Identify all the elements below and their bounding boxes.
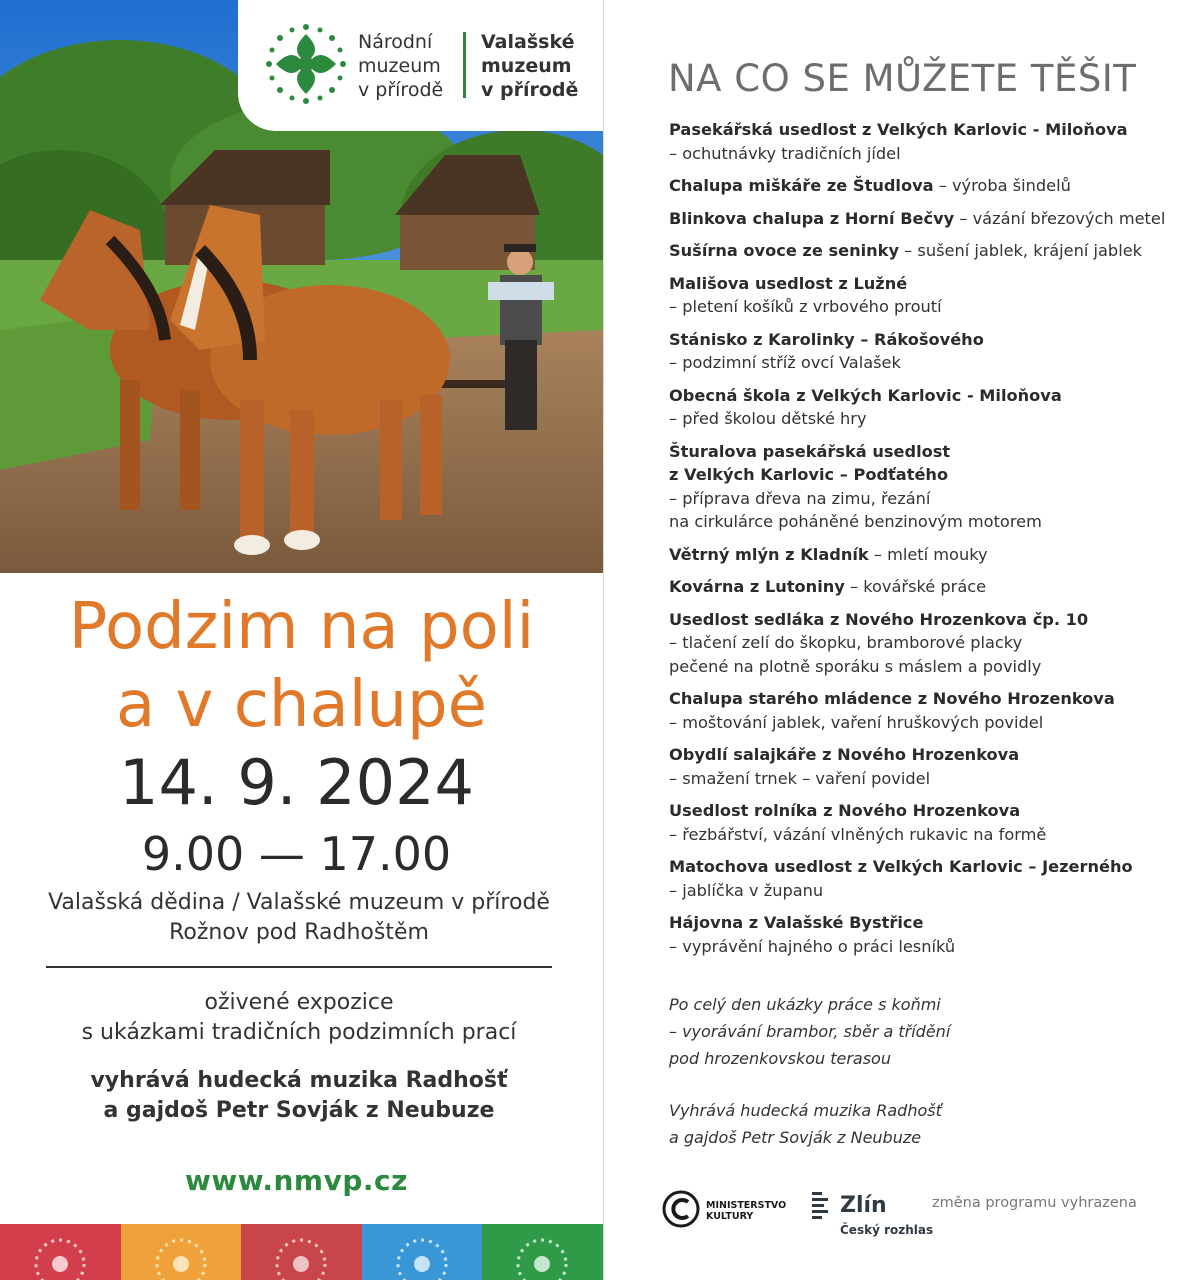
horse-work-note: Po celý den ukázky práce s koňmi – vyorávání brambor, sběr a třídění pod hrozenkovskou terasou bbox=[669, 995, 951, 1068]
program-item-activity: – mletí mouky bbox=[868, 544, 988, 564]
event-venue: Valašská dědina / Valašské muzeum v přírodě Rožnov pod Radhoštěm bbox=[48, 890, 550, 945]
ornament-strip bbox=[0, 1224, 603, 1280]
program-item-place: Chalupa miškáře ze Študlova bbox=[669, 176, 934, 195]
music-note: Vyhrává hudecká muzika Radhošť a gajdoš Petr Sovják z Neubuze bbox=[669, 1101, 942, 1147]
program-item-place: Usedlost rolníka z Nového Hrozenkova bbox=[669, 801, 1021, 820]
program-item-activity: – tlačení zelí do škopku, bramborové placky pečené na plotně sporáku s máslem a povidly bbox=[669, 633, 1042, 676]
program-item bbox=[669, 608, 1189, 679]
ornament-icon bbox=[362, 1224, 483, 1280]
program-item bbox=[669, 174, 1189, 198]
program-item-activity: – sušení jablek, krájení jablek bbox=[899, 241, 1143, 260]
museum-name-national: Národní muzeum v přírodě bbox=[358, 31, 444, 101]
event-music: vyhrává hudecká muzika Radhošť a gajdoš Petr Sovják z Neubuze bbox=[90, 1068, 508, 1123]
event-time: 9.00 — 17.00 bbox=[141, 827, 452, 881]
program-item bbox=[669, 328, 1189, 375]
program-item-place: Sušírna ovoce ze seninky bbox=[669, 241, 900, 260]
program-item-place: Obecná škola z Velkých Karlovic - Miloňova bbox=[669, 385, 1062, 405]
ornament-tile-orange bbox=[121, 1224, 242, 1280]
program-item bbox=[669, 384, 1189, 431]
program-item-place: Kovárna z Lutoniny bbox=[669, 577, 845, 596]
program-item-activity: – vázání březových metel bbox=[954, 208, 1166, 228]
museum-name-wallachian: Valašské muzeum v přírodě bbox=[481, 31, 579, 101]
program-item-place: Blinkova chalupa z Horní Bečvy bbox=[669, 208, 955, 228]
ornament-icon bbox=[121, 1224, 242, 1280]
program-item bbox=[669, 272, 1189, 319]
program-item-place: Stánisko z Karolinky – Rákošového bbox=[669, 329, 984, 349]
ministry-of-culture-logo bbox=[662, 1190, 792, 1234]
program-item bbox=[669, 543, 1189, 567]
website-link[interactable]: www.nmvp.cz bbox=[185, 1164, 408, 1197]
program-item-activity: – před školou dětské hry bbox=[669, 409, 867, 428]
program-item-activity: – ochutnávky tradičních jídel bbox=[669, 143, 901, 163]
event-description: oživené expozice s ukázkami tradičních podzimních prací bbox=[81, 990, 517, 1045]
program-list bbox=[669, 118, 1189, 967]
program-item bbox=[669, 575, 1189, 599]
program-item-activity: – výroba šindelů bbox=[933, 176, 1071, 195]
radio-waves-icon bbox=[810, 1190, 832, 1220]
museum-emblem-icon bbox=[266, 24, 346, 104]
program-item bbox=[669, 118, 1189, 165]
program-item bbox=[669, 743, 1189, 790]
ornament-tile-dark-red bbox=[241, 1224, 362, 1280]
program-item-activity: – příprava dřeva na zimu, řezání na cirkulárce poháněné benzinovým motorem bbox=[669, 488, 1042, 531]
ministry-emblem-icon bbox=[662, 1190, 700, 1228]
program-item bbox=[669, 799, 1189, 846]
radio-city: Zlín bbox=[840, 1193, 887, 1218]
program-item bbox=[669, 239, 1189, 263]
program-item-place: Šturalova pasekářská usedlost z Velkých Karlovic – Podťatého bbox=[669, 441, 951, 484]
ornament-tile-green bbox=[482, 1224, 603, 1280]
program-item bbox=[669, 855, 1189, 902]
program-item-activity: – jablíčka v županu bbox=[669, 880, 824, 900]
program-item-activity: – moštování jablek, vaření hruškových povidel bbox=[669, 712, 1044, 732]
divider-line bbox=[46, 966, 552, 968]
program-item-place: Hájovna z Valašské Bystřice bbox=[669, 913, 924, 932]
radio-name: Český rozhlas bbox=[840, 1223, 934, 1237]
program-change-note: změna programu vyhrazena bbox=[932, 1195, 1137, 1211]
ornament-tile-red bbox=[0, 1224, 121, 1280]
program-heading: NA CO SE MŮŽETE TĚŠIT bbox=[668, 57, 1137, 100]
program-item bbox=[669, 207, 1189, 231]
ornament-icon bbox=[0, 1224, 121, 1280]
panel-separator bbox=[603, 0, 604, 1280]
program-item bbox=[669, 687, 1189, 734]
program-item-activity: – kovářské práce bbox=[844, 577, 987, 596]
program-item-place: Chalupa starého mládence z Nového Hrozenkova bbox=[669, 689, 1115, 708]
program-item-place: Matochova usedlost z Velkých Karlovic – Jezerného bbox=[669, 857, 1133, 876]
logo-divider bbox=[463, 32, 466, 98]
event-title: Podzim na poli a v chalupě bbox=[68, 590, 535, 742]
program-item-activity: – pletení košíků z vrbového proutí bbox=[669, 297, 942, 316]
ornament-icon bbox=[241, 1224, 362, 1280]
program-item-activity: – řezbářství, vázání vlněných rukavic na formě bbox=[669, 824, 1047, 844]
program-item-activity: – vyprávění hajného o práci lesníků bbox=[669, 936, 956, 956]
program-item bbox=[669, 440, 1189, 534]
program-item-activity: – smažení trnek – vaření povidel bbox=[669, 768, 931, 788]
program-item-place: Pasekářská usedlost z Velkých Karlovic - Miloňova bbox=[669, 120, 1128, 139]
ornament-tile-blue bbox=[362, 1224, 483, 1280]
cesky-rozhlas-logo bbox=[810, 1190, 934, 1240]
program-item-place: Mališova usedlost z Lužné bbox=[669, 273, 908, 293]
program-item bbox=[669, 911, 1189, 958]
ministry-label: MINISTERSTVO KULTURY bbox=[706, 1200, 787, 1222]
ornament-icon bbox=[482, 1224, 603, 1280]
event-date: 14. 9. 2024 bbox=[119, 746, 474, 819]
program-item-place: Usedlost sedláka z Nového Hrozenkova čp. 10 bbox=[669, 609, 1089, 629]
program-item-place: Větrný mlýn z Kladník bbox=[669, 544, 869, 564]
program-item-place: Obydlí salajkáře z Nového Hrozenkova bbox=[669, 745, 1020, 764]
program-item-activity: – podzimní stříž ovcí Valašek bbox=[669, 353, 901, 372]
